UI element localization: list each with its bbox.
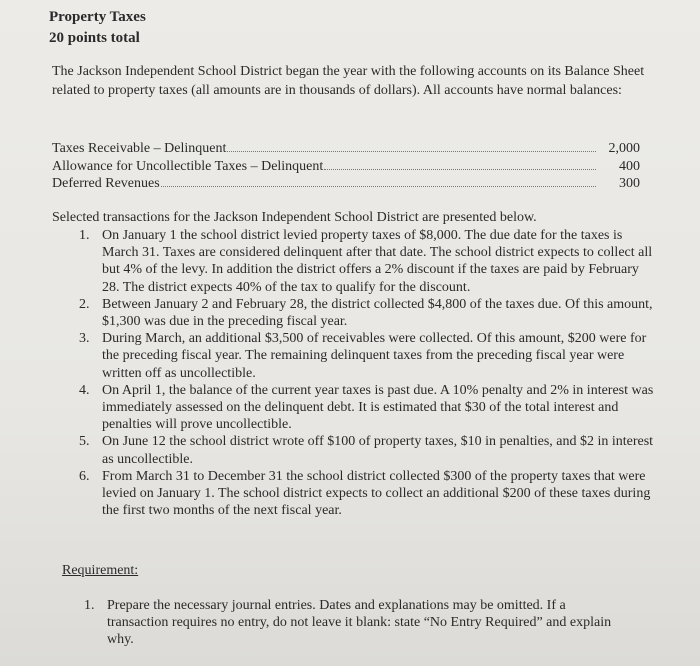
transaction-number: 6. <box>79 468 90 484</box>
transaction-text: During March, an additional $3,500 of receivables were collected. Of this amount, $200 were for the preceding fiscal year. The remaining delinquent taxes from the preceding fiscal year were written off as uncollectible. <box>102 331 647 381</box>
transaction-text: Between January 2 and February 28, the district collected $4,800 of the taxes due. Of this amount, $1,300 was due in the preceding fiscal year. <box>102 296 653 330</box>
title-line-2: 20 points total <box>49 30 140 46</box>
transaction-item <box>70 227 658 296</box>
account-amount: 400 <box>619 158 640 174</box>
account-name: Taxes Receivable – Delinquent <box>52 141 227 156</box>
transaction-item <box>70 330 658 382</box>
transaction-number: 4. <box>79 382 90 398</box>
account-row <box>52 175 640 193</box>
requirement-number: 1. <box>84 598 95 613</box>
account-name: Allowance for Uncollectible Taxes – Delinquent <box>52 158 324 174</box>
intro-paragraph: The Jackson Independent School District began the year with the following accounts on its Balance Sheet related to property taxes (all amounts are in thousands of dollars). All accounts have normal balances: <box>52 64 645 98</box>
transactions-intro: Selected transactions for the Jackson Independent School District are presented below. <box>52 210 537 225</box>
transaction-item <box>70 433 658 467</box>
transaction-text: On January 1 the school district levied property taxes of $8,000. The due date for the taxes is March 31. Taxes are considered delinquent after that date. The school district expects to collect all but 4% of the levy. In addition the district offers a 2% discount if the taxes are paid by February 28. The district expects 40% of the tax to qualify for the discount. <box>102 228 653 295</box>
accounts-list <box>52 140 640 193</box>
requirement-item <box>84 597 624 648</box>
transaction-item <box>70 468 658 520</box>
title-line-1: Property Taxes <box>49 9 146 25</box>
dot-leader <box>324 169 596 170</box>
transaction-number: 5. <box>79 434 90 450</box>
dot-leader <box>227 151 596 152</box>
dot-leader <box>161 186 596 187</box>
transaction-item <box>70 296 658 330</box>
document-title <box>49 7 146 49</box>
account-row <box>52 158 640 176</box>
transaction-item <box>70 382 658 434</box>
requirement-text: Prepare the necessary journal entries. Dates and explanations may be omitted. If a transaction requires no entry, do not leave it blank: state “No Entry Required” and explain why. <box>107 598 612 647</box>
transaction-number: 1. <box>79 228 90 243</box>
transaction-text: From March 31 to December 31 the school district collected $300 of the property taxes that were levied on January 1. The school district expects to collect an additional $200 of these taxes during the first two months of the next fiscal year. <box>102 468 651 519</box>
account-amount: 2,000 <box>608 141 640 156</box>
transaction-number: 3. <box>79 331 90 347</box>
requirement-list <box>84 597 624 648</box>
account-row <box>52 140 640 158</box>
requirement-heading: Requirement: <box>62 563 139 578</box>
transaction-text: On June 12 the school district wrote off $100 of property taxes, $10 in penalties, and $2 in interest as uncollectible. <box>102 434 654 467</box>
transaction-number: 2. <box>79 296 90 312</box>
transaction-text: On April 1, the balance of the current year taxes is past due. A 10% penalty and 2% in interest was immediately assessed on the delinquent debt. It is estimated that $30 of the total interest and penalties will prove uncollectible. <box>102 382 654 433</box>
account-name: Deferred Revenues <box>52 176 160 191</box>
transactions-list <box>70 227 658 519</box>
account-amount: 300 <box>619 176 640 191</box>
